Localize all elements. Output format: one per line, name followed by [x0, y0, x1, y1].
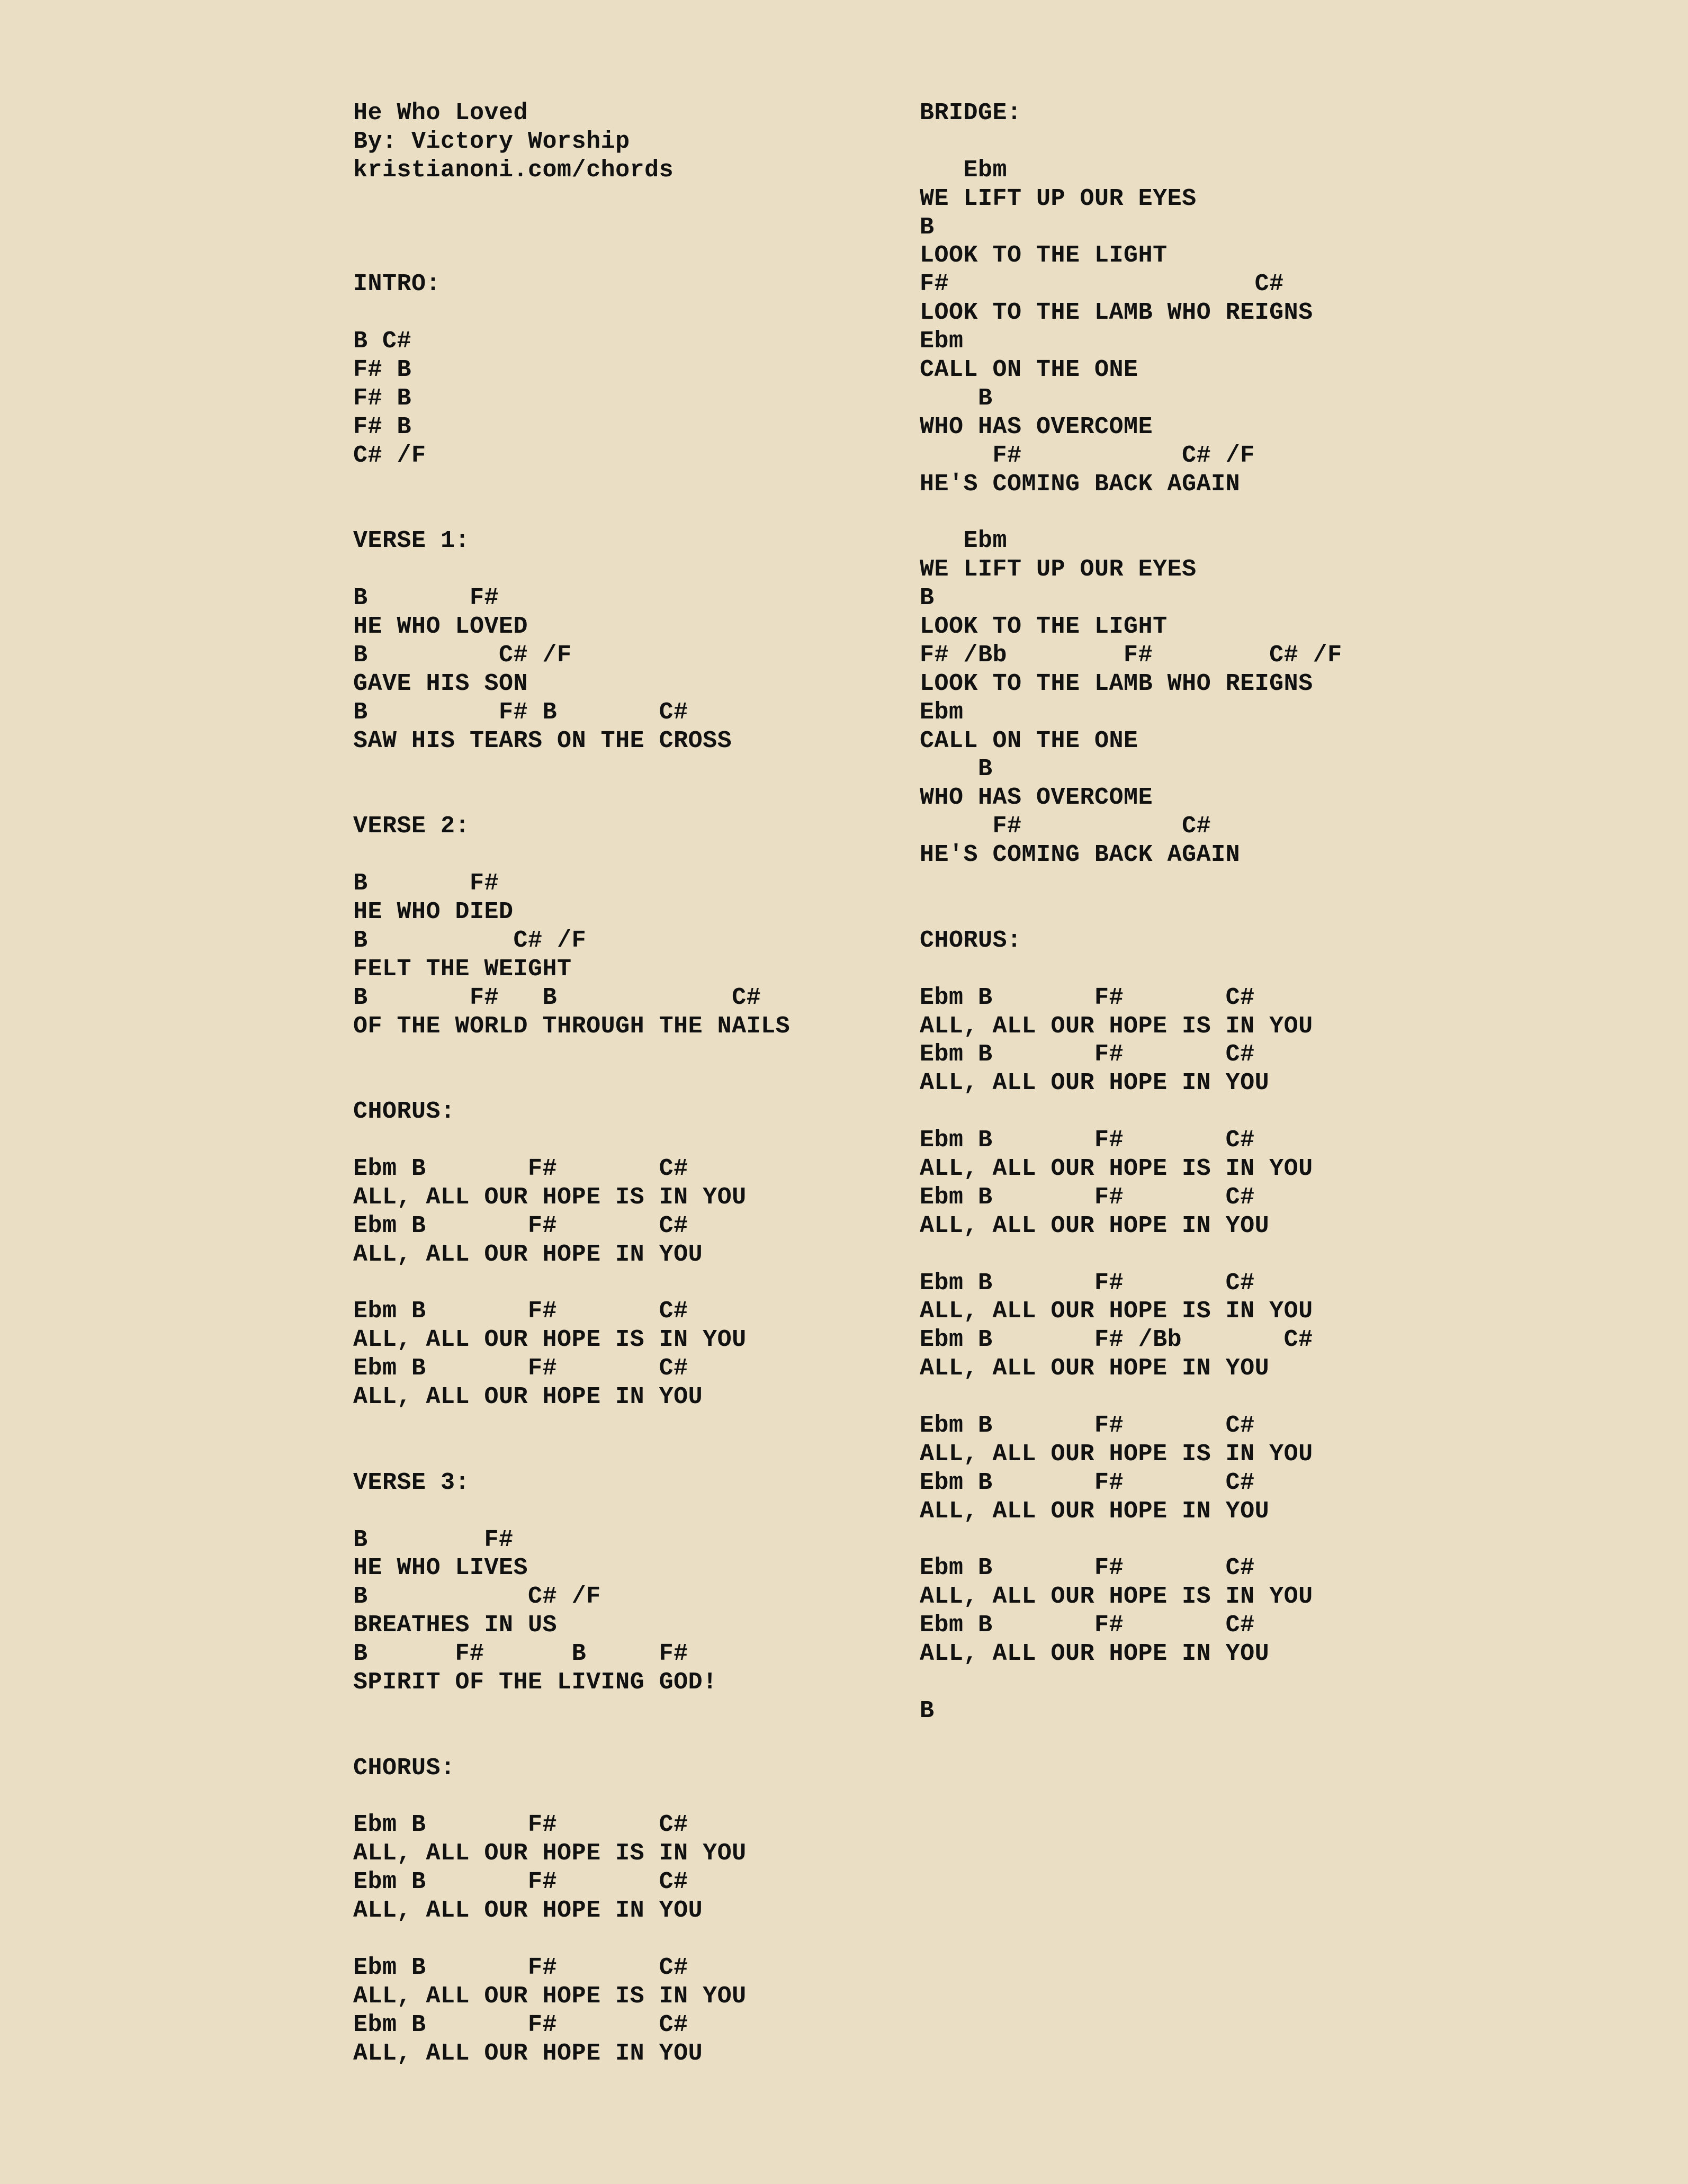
- blank-line: [920, 128, 1342, 156]
- lyric-line: ALL, ALL OUR HOPE IS IN YOU: [920, 1012, 1313, 1040]
- chord-line: B F# B F#: [353, 1640, 688, 1668]
- lyric-line: ALL, ALL OUR HOPE IS IN YOU: [353, 1326, 747, 1354]
- chord-line: F# C# /F: [920, 442, 1255, 469]
- chord-line: B C# /F: [353, 1583, 601, 1611]
- chord-line: F# C#: [920, 813, 1211, 840]
- blank-line: [920, 498, 1342, 527]
- lyric-line: ALL, ALL OUR HOPE IN YOU: [920, 1640, 1270, 1668]
- chord-line: B C# /F: [353, 927, 587, 954]
- blank-line: [353, 1040, 790, 1069]
- section-heading: CHORUS:: [353, 1754, 455, 1782]
- lyric-line: CALL ON THE ONE: [920, 727, 1138, 754]
- chord-line: Ebm B F# C#: [920, 1554, 1255, 1582]
- lyric-line: ALL, ALL OUR HOPE IS IN YOU: [920, 1440, 1313, 1468]
- lyric-line: WE LIFT UP OUR EYES: [920, 185, 1197, 212]
- lyric-line: ALL, ALL OUR HOPE IN YOU: [353, 1383, 703, 1411]
- chord-line: C# /F: [353, 442, 426, 469]
- lyric-line: LOOK TO THE LIGHT: [920, 242, 1168, 269]
- chord-line: B F#: [353, 1526, 514, 1553]
- chord-line: B F#: [353, 585, 499, 612]
- blank-line: [353, 1725, 790, 1754]
- chord-line: Ebm B F# C#: [920, 984, 1255, 1011]
- lyric-line: BREATHES IN US: [353, 1612, 558, 1639]
- chord-line: Ebm B F# C#: [920, 1127, 1255, 1154]
- blank-line: [353, 1126, 790, 1155]
- chord-line: B F# B C#: [353, 698, 688, 726]
- blank-line: [353, 841, 790, 869]
- blank-line: [920, 869, 1342, 898]
- lyric-line: ALL, ALL OUR HOPE IS IN YOU: [920, 1298, 1313, 1325]
- lyric-line: ALL, ALL OUR HOPE IN YOU: [353, 1241, 703, 1268]
- chord-line: Ebm B F# C#: [353, 1355, 688, 1382]
- chord-line: Ebm B F# C#: [920, 1612, 1255, 1639]
- lyric-line: ALL, ALL OUR HOPE IS IN YOU: [920, 1583, 1313, 1611]
- chord-line: Ebm B F# C#: [353, 2011, 688, 2038]
- section-heading: VERSE 2:: [353, 813, 470, 840]
- lyric-line: HE WHO DIED: [353, 898, 514, 925]
- song-source: kristianoni.com/chords: [353, 156, 674, 184]
- lyric-line: ALL, ALL OUR HOPE IS IN YOU: [353, 1183, 747, 1211]
- lyric-line: LOOK TO THE LIGHT: [920, 613, 1168, 641]
- chord-line: Ebm B F# C#: [920, 1412, 1255, 1439]
- blank-line: [353, 1069, 790, 1098]
- blank-line: [353, 555, 790, 584]
- section-heading: CHORUS:: [353, 1098, 455, 1126]
- blank-line: [353, 470, 790, 499]
- chord-line: F# B: [353, 413, 412, 441]
- chord-line: Ebm B F# C#: [353, 1212, 688, 1239]
- blank-line: [353, 784, 790, 812]
- lyric-line: WE LIFT UP OUR EYES: [920, 556, 1197, 583]
- chord-line: Ebm: [920, 527, 1008, 555]
- chord-line: B F# B C#: [353, 984, 761, 1011]
- section-heading: VERSE 3:: [353, 1469, 470, 1496]
- blank-line: [920, 1241, 1342, 1269]
- chord-line: B: [920, 384, 993, 412]
- lyric-line: GAVE HIS SON: [353, 670, 528, 697]
- blank-line: [353, 1269, 790, 1298]
- lyric-line: FELT THE WEIGHT: [353, 955, 572, 983]
- song-column-left: [353, 99, 790, 2068]
- chord-line: B: [920, 756, 993, 783]
- chord-line: F# C#: [920, 271, 1284, 298]
- lyric-line: ALL, ALL OUR HOPE IS IN YOU: [353, 1982, 747, 2010]
- blank-line: [353, 1440, 790, 1469]
- chord-line: F# B: [353, 384, 412, 412]
- lyric-line: ALL, ALL OUR HOPE IN YOU: [920, 1497, 1270, 1525]
- blank-line: [353, 213, 790, 242]
- chord-line: Ebm B F# C#: [353, 1868, 688, 1896]
- lyric-line: HE'S COMING BACK AGAIN: [920, 470, 1241, 498]
- lyric-line: ALL, ALL OUR HOPE IS IN YOU: [353, 1840, 747, 1867]
- blank-line: [353, 185, 790, 213]
- section-heading: BRIDGE:: [920, 100, 1022, 127]
- lyric-line: SPIRIT OF THE LIVING GOD!: [353, 1668, 717, 1696]
- chord-line: Ebm: [920, 156, 1008, 184]
- section-heading: CHORUS:: [920, 927, 1022, 954]
- blank-line: [353, 241, 790, 270]
- blank-line: [353, 299, 790, 327]
- song-title: He Who Loved: [353, 100, 528, 127]
- blank-line: [920, 1526, 1342, 1554]
- lyric-line: ALL, ALL OUR HOPE IN YOU: [920, 1069, 1270, 1097]
- song-artist: By: Victory Worship: [353, 128, 630, 155]
- lyric-line: LOOK TO THE LAMB WHO REIGNS: [920, 299, 1313, 327]
- blank-line: [920, 1098, 1342, 1126]
- blank-line: [353, 1697, 790, 1725]
- chord-line: F# /Bb F# C# /F: [920, 641, 1342, 669]
- blank-line: [353, 1497, 790, 1526]
- chord-line: B C# /F: [353, 641, 572, 669]
- chord-line: Ebm B F# /Bb C#: [920, 1326, 1313, 1354]
- chord-line: B: [920, 585, 935, 612]
- lyric-line: ALL, ALL OUR HOPE IN YOU: [920, 1355, 1270, 1382]
- lyric-line: ALL, ALL OUR HOPE IS IN YOU: [920, 1155, 1313, 1182]
- blank-line: [920, 1668, 1342, 1697]
- chord-line: Ebm B F# C#: [353, 1954, 688, 1981]
- lyric-line: WHO HAS OVERCOME: [920, 784, 1153, 812]
- chord-line: B C#: [353, 328, 412, 355]
- chord-line: Ebm: [920, 698, 964, 726]
- song-column-right: [920, 99, 1342, 1725]
- blank-line: [920, 1383, 1342, 1412]
- chord-line: Ebm B F# C#: [920, 1183, 1255, 1211]
- chord-line: F# B: [353, 356, 412, 384]
- chord-line: Ebm B F# C#: [920, 1041, 1255, 1068]
- lyric-line: ALL, ALL OUR HOPE IN YOU: [920, 1212, 1270, 1239]
- lyric-line: OF THE WORLD THROUGH THE NAILS: [353, 1012, 791, 1040]
- lyric-line: HE'S COMING BACK AGAIN: [920, 841, 1241, 869]
- blank-line: [920, 955, 1342, 984]
- blank-line: [353, 498, 790, 527]
- lyric-line: SAW HIS TEARS ON THE CROSS: [353, 727, 732, 754]
- chord-line: Ebm B F# C#: [353, 1811, 688, 1839]
- chord-line: Ebm: [920, 328, 964, 355]
- blank-line: [353, 1783, 790, 1811]
- chord-line: B F#: [353, 870, 499, 897]
- chord-line: Ebm B F# C#: [353, 1298, 688, 1325]
- lyric-line: LOOK TO THE LAMB WHO REIGNS: [920, 670, 1313, 697]
- chord-line: Ebm B F# C#: [353, 1155, 688, 1182]
- blank-line: [920, 898, 1342, 927]
- lyric-line: ALL, ALL OUR HOPE IN YOU: [353, 2039, 703, 2067]
- blank-line: [353, 1412, 790, 1440]
- blank-line: [353, 1925, 790, 1954]
- chord-line: B: [920, 1697, 935, 1724]
- lyric-line: WHO HAS OVERCOME: [920, 413, 1153, 441]
- section-heading: INTRO:: [353, 271, 441, 298]
- chord-line: Ebm B F# C#: [920, 1269, 1255, 1297]
- section-heading: VERSE 1:: [353, 527, 470, 555]
- lyric-line: CALL ON THE ONE: [920, 356, 1138, 384]
- chord-line: B: [920, 213, 935, 241]
- lyric-line: HE WHO LOVED: [353, 613, 528, 641]
- chord-line: Ebm B F# C#: [920, 1469, 1255, 1496]
- lyric-line: HE WHO LIVES: [353, 1554, 528, 1582]
- lyric-line: ALL, ALL OUR HOPE IN YOU: [353, 1897, 703, 1925]
- blank-line: [353, 755, 790, 784]
